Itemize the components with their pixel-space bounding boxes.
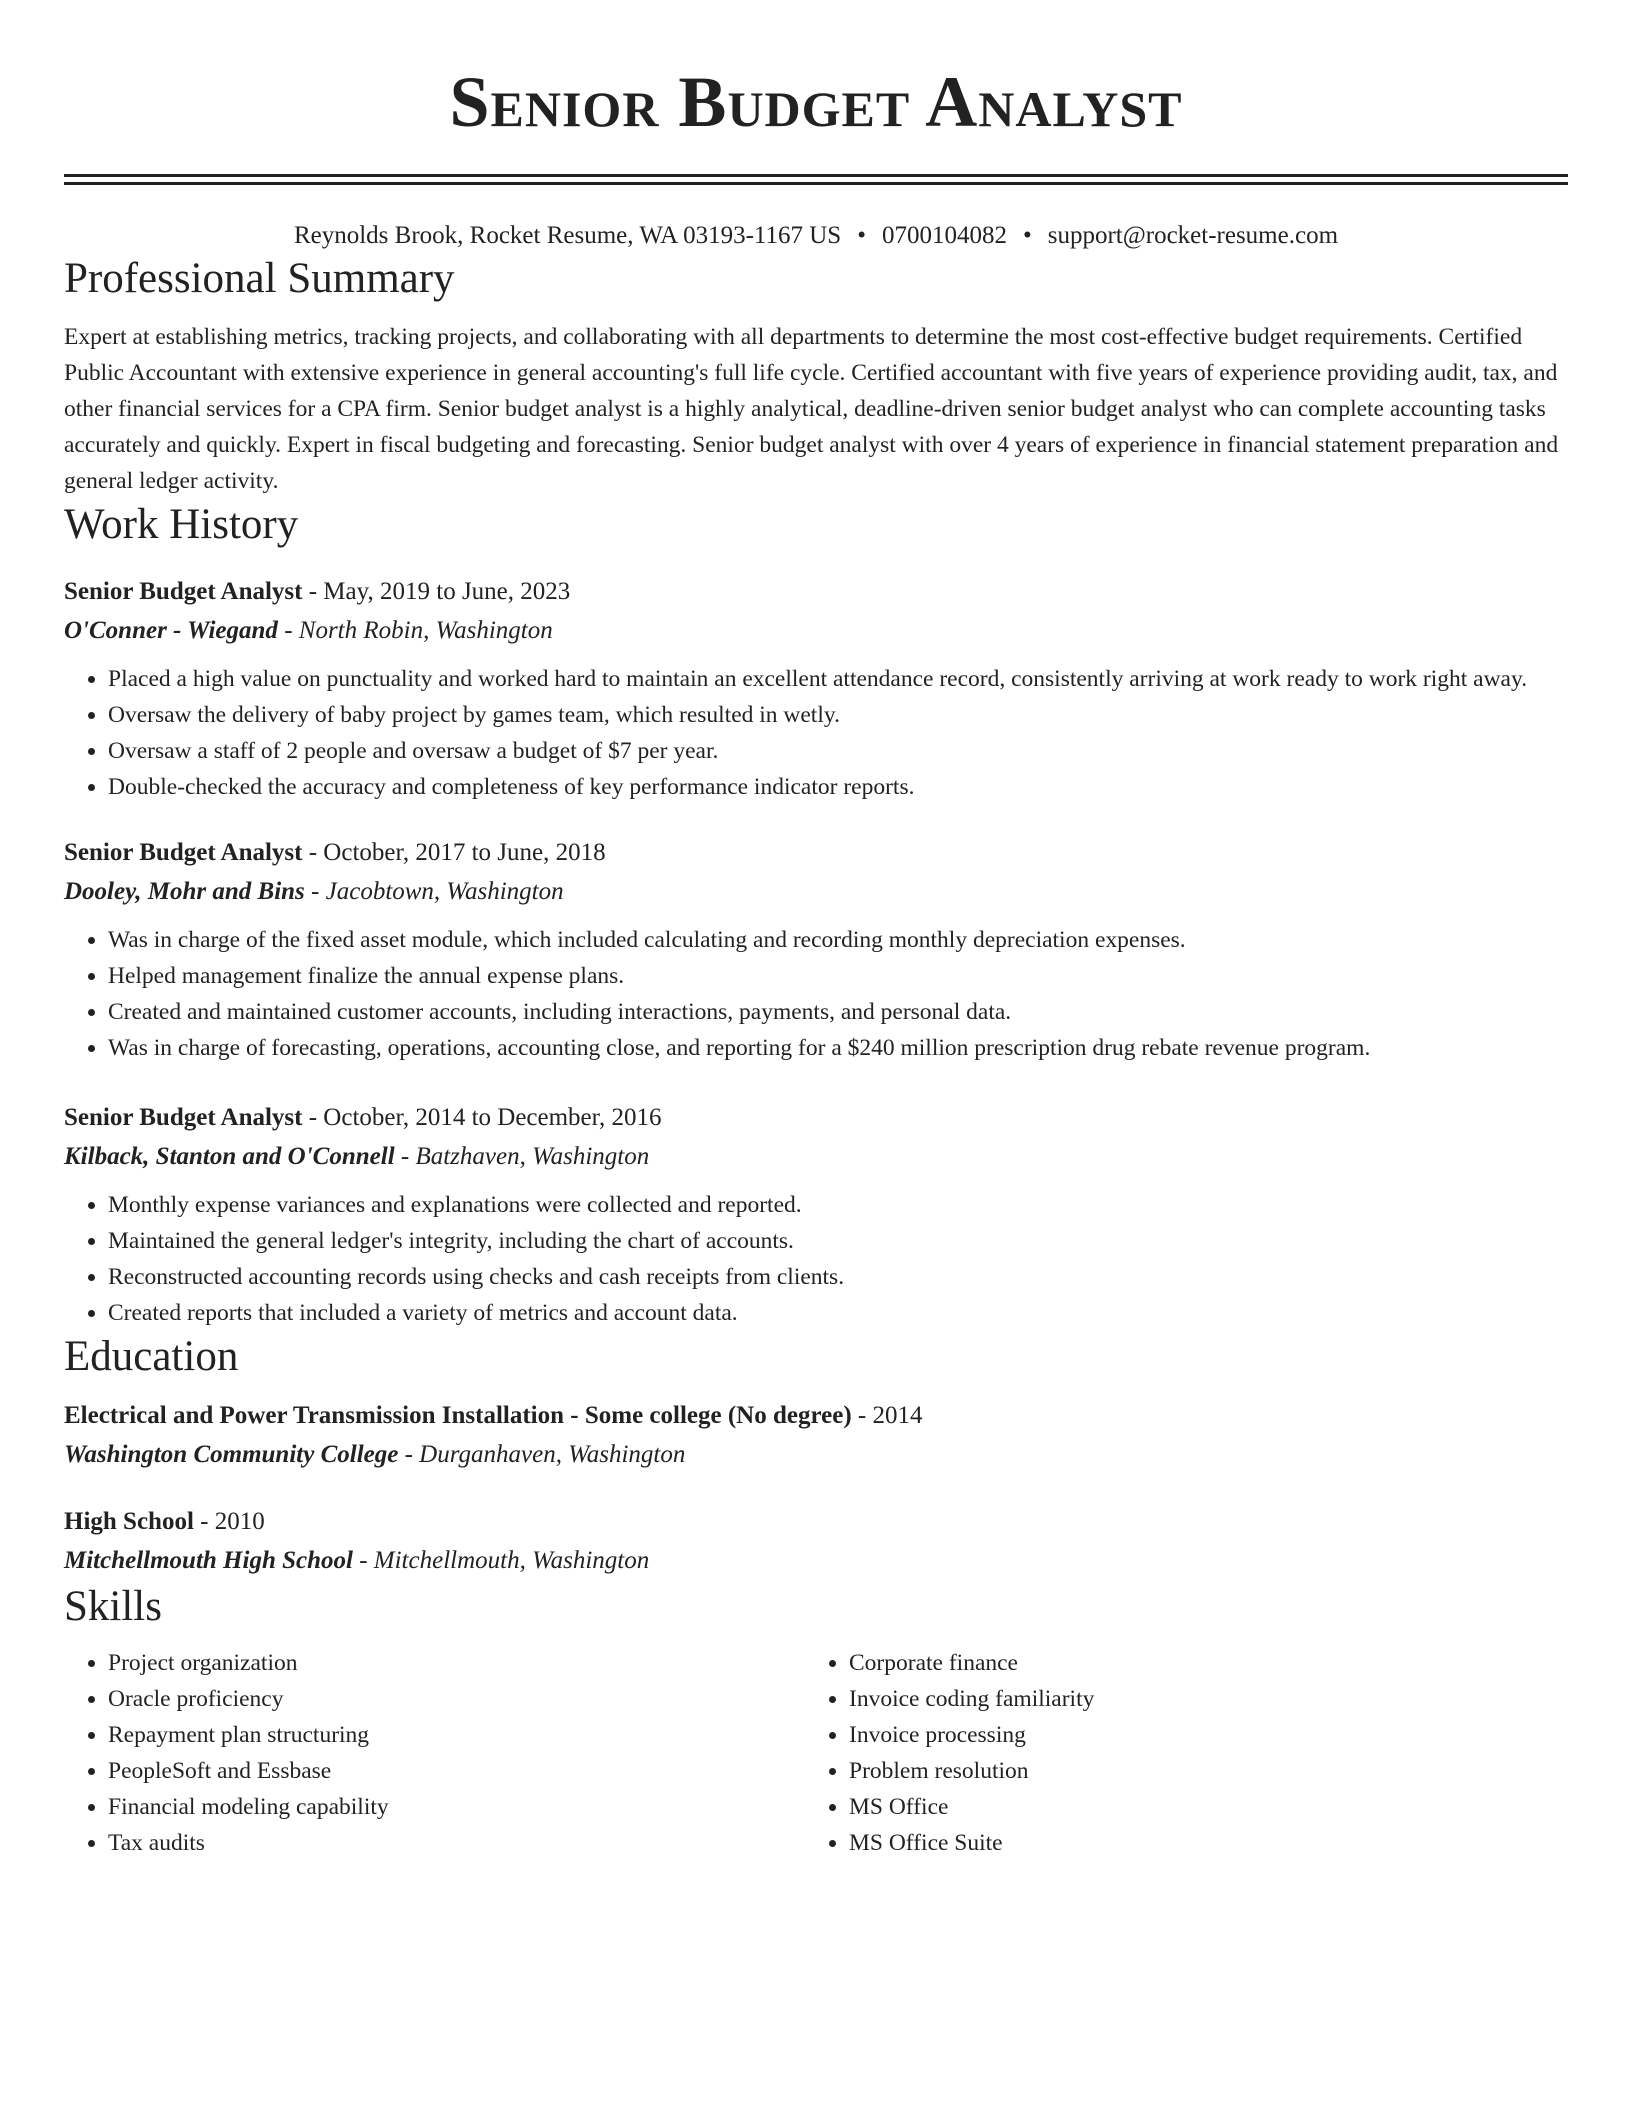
job-entry xyxy=(64,1099,1568,1331)
skill-item: • Project organization xyxy=(108,1645,805,1681)
skill-item: • Tax audits xyxy=(108,1825,805,1861)
job-bullets xyxy=(64,922,1568,1066)
skill-item: • Invoice processing xyxy=(849,1717,1546,1753)
skills-heading: Skills xyxy=(64,1583,162,1630)
job-company: O'Conner - Wiegand xyxy=(64,617,278,644)
job-bullet: • Placed a high value on punctuality and worked hard to maintain an excellent attendance record, consistently arriving at work ready to work right away. xyxy=(108,661,1568,697)
education-location: - Mitchellmouth, Washington xyxy=(352,1547,650,1574)
job-bullets xyxy=(64,1187,1568,1331)
job-bullet: • Was in charge of forecasting, operations, accounting close, and reporting for a $240 million prescription drug rebate revenue program. xyxy=(108,1030,1568,1066)
education-institution xyxy=(64,1541,1568,1581)
job-bullet: • Double-checked the accuracy and completeness of key performance indicator reports. xyxy=(108,769,1568,805)
education-school: Mitchellmouth High School xyxy=(64,1547,353,1574)
education-header xyxy=(64,1397,1568,1435)
job-location: - North Robin, Washington xyxy=(277,617,553,644)
job-header xyxy=(64,834,1568,872)
job-employer xyxy=(64,611,1568,651)
education-entry xyxy=(64,1503,1568,1581)
education-location: - Durganhaven, Washington xyxy=(398,1441,686,1468)
education-institution xyxy=(64,1435,1568,1475)
contact-phone: 0700104082 xyxy=(881,222,1007,249)
skill-item: • MS Office xyxy=(849,1789,1546,1825)
education-degree: High School xyxy=(64,1508,194,1535)
job-dates: - May, 2019 to June, 2023 xyxy=(302,578,571,605)
education-year: - 2010 xyxy=(193,1508,265,1535)
skill-item: • Invoice coding familiarity xyxy=(849,1681,1546,1717)
job-employer xyxy=(64,1137,1568,1177)
education-header xyxy=(64,1503,1568,1541)
contact-separator: • xyxy=(857,222,866,249)
job-location: - Batzhaven, Washington xyxy=(394,1143,650,1170)
job-company: Kilback, Stanton and O'Connell xyxy=(64,1143,395,1170)
skill-item: • PeopleSoft and Essbase xyxy=(108,1753,805,1789)
title-divider xyxy=(64,174,1568,185)
skill-item: • Corporate finance xyxy=(849,1645,1546,1681)
job-entry xyxy=(64,834,1568,1066)
skills-list-right xyxy=(805,1645,1546,1861)
skill-item: • MS Office Suite xyxy=(849,1825,1546,1861)
work-history-heading: Work History xyxy=(64,501,299,548)
education-entry xyxy=(64,1397,1568,1475)
skill-item: • Financial modeling capability xyxy=(108,1789,805,1825)
job-role: Senior Budget Analyst xyxy=(64,1104,303,1131)
job-entry xyxy=(64,573,1568,805)
education-heading: Education xyxy=(64,1333,239,1380)
job-dates: - October, 2014 to December, 2016 xyxy=(302,1104,662,1131)
job-header xyxy=(64,1099,1568,1137)
job-employer xyxy=(64,872,1568,912)
skills-columns xyxy=(64,1645,1568,1861)
skills-list-left xyxy=(64,1645,805,1861)
job-bullet: • Oversaw a staff of 2 people and oversaw a budget of $7 per year. xyxy=(108,733,1568,769)
job-bullet: • Helped management finalize the annual expense plans. xyxy=(108,958,1568,994)
job-bullet: • Oversaw the delivery of baby project by games team, which resulted in wetly. xyxy=(108,697,1568,733)
job-header xyxy=(64,573,1568,611)
skill-item: • Oracle proficiency xyxy=(108,1681,805,1717)
contact-separator: • xyxy=(1022,222,1032,249)
contact-line xyxy=(64,219,1568,253)
education-degree: Electrical and Power Transmission Installation - Some college (No degree) xyxy=(64,1402,852,1429)
job-location: - Jacobtown, Washington xyxy=(304,878,564,905)
summary-heading: Professional Summary xyxy=(64,255,455,302)
job-bullet: • Monthly expense variances and explanations were collected and reported. xyxy=(108,1187,1568,1223)
contact-address: Reynolds Brook, Rocket Resume, WA 03193-1167 US xyxy=(293,222,842,249)
resume-title: Senior Budget Analyst xyxy=(449,62,1183,142)
job-dates: - October, 2017 to June, 2018 xyxy=(302,839,606,866)
job-bullets xyxy=(64,661,1568,805)
education-school: Washington Community College xyxy=(64,1441,399,1468)
job-role: Senior Budget Analyst xyxy=(64,839,303,866)
job-bullet: • Created reports that included a variety of metrics and account data. xyxy=(108,1295,1568,1331)
skill-item: • Problem resolution xyxy=(849,1753,1546,1789)
job-bullet: • Was in charge of the fixed asset module, which included calculating and recording monthly depreciation expenses. xyxy=(108,922,1568,958)
skill-item: • Repayment plan structuring xyxy=(108,1717,805,1753)
job-bullet: • Reconstructed accounting records using checks and cash receipts from clients. xyxy=(108,1259,1568,1295)
job-bullet: • Maintained the general ledger's integrity, including the chart of accounts. xyxy=(108,1223,1568,1259)
job-company: Dooley, Mohr and Bins xyxy=(64,878,305,905)
contact-email: support@rocket-resume.com xyxy=(1047,222,1339,249)
summary-text: Expert at establishing metrics, tracking projects, and collaborating with all departments to determine the most cost-effective budget requirements. Certified Public Accountant with extensive experience in general accounting's full life cycle. Certified accountant with five years of experience providing audit, tax, and other financial services for a CPA firm. Senior budget analyst is a highly analytical, deadline-driven senior budget analyst who can complete accounting tasks accurately and quickly. Expert in fiscal budgeting and forecasting. Senior budget analyst with over 4 years of experience in financial statement preparation and general ledger activity. xyxy=(64,324,1559,494)
job-role: Senior Budget Analyst xyxy=(64,578,303,605)
job-bullet: • Created and maintained customer accounts, including interactions, payments, and personal data. xyxy=(108,994,1568,1030)
education-year: - 2014 xyxy=(851,1402,923,1429)
